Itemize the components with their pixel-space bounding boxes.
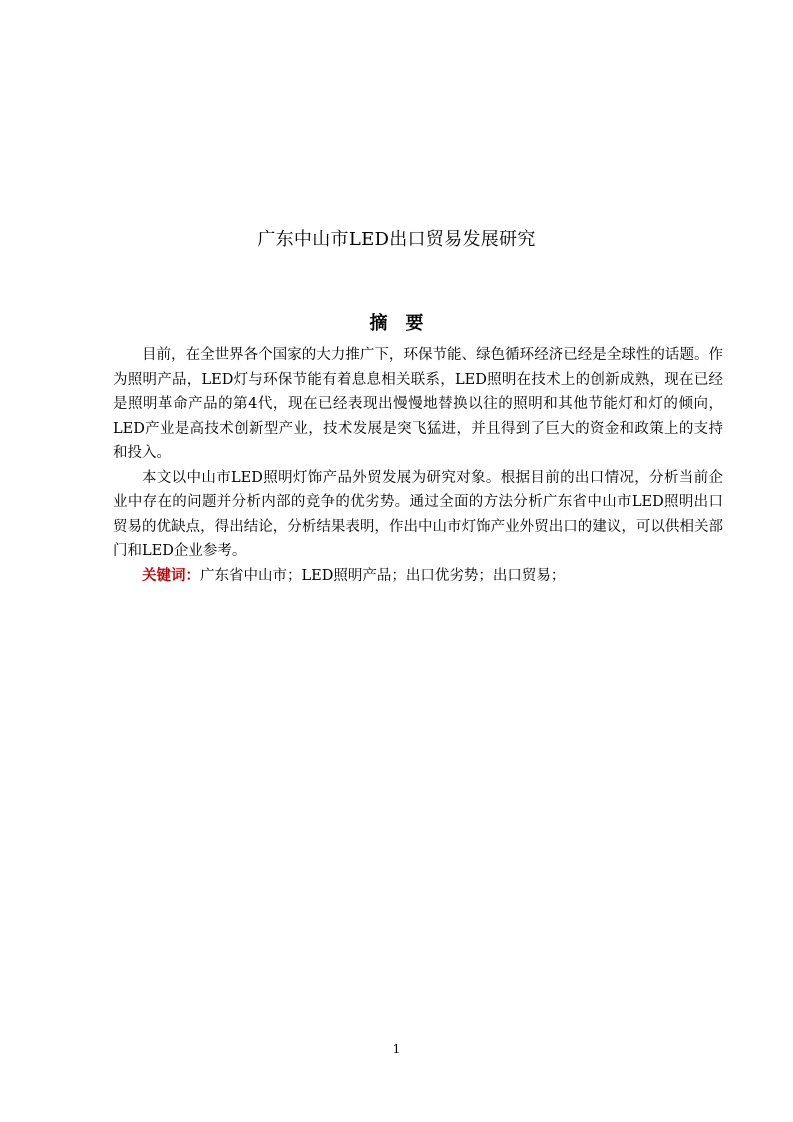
keywords-text: 广东省中山市；LED照明产品；出口优劣势；出口贸易； xyxy=(200,567,566,584)
page-number: 1 xyxy=(392,1042,401,1056)
abstract-body xyxy=(113,343,723,588)
document-title: 广东中山市LED出口贸易发展研究 xyxy=(257,229,536,250)
keywords-line xyxy=(113,564,723,589)
abstract-paragraph-2: 本文以中山市LED照明灯饰产品外贸发展为研究对象。根据目前的出口情况，分析当前企业中存在的问题并分析内部的竞争的优劣势。通过全面的方法分析广东省中山市LED照明出口贸易的优缺点，得出结论，分析结果表明，作出中山市灯饰产业外贸出口的建议，可以供相关部门和LED企业参考。 xyxy=(113,469,723,559)
keywords-label: 关键词： xyxy=(142,566,200,584)
abstract-paragraph-1: 目前，在全世界各个国家的大力推广下，环保节能、绿色循环经济已经是全球性的话题。作为照明产品，LED灯与环保节能有着息息相关联系，LED照明在技术上的创新成熟，现在已经是照明革命产品的第4代，现在已经表现出慢慢地替换以往的照明和其他节能灯和灯的倾向，LED产业是高技术创新型产业，技术发展是突飞猛进，并且得到了巨大的资金和政策上的支持和投入。 xyxy=(113,347,723,461)
abstract-heading: 摘要 xyxy=(369,313,442,334)
